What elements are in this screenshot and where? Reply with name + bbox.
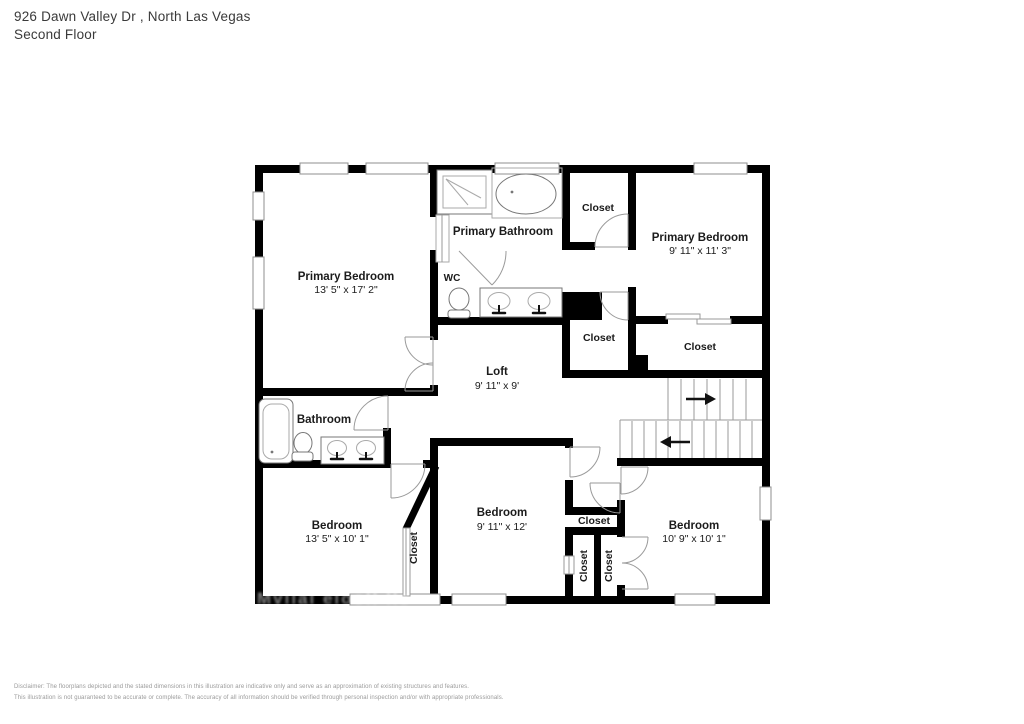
room-label-bedroom-middle: Bedroom [476, 507, 528, 519]
room-dims-bedroom-left: 13' 5" x 10' 1" [305, 533, 369, 545]
middle-closet-door [600, 292, 628, 320]
disclaimer-line-1: Disclaimer: The floorplans depicted and the stated dimensions in this illustration are indicative only and serve as an approximation of existing structures and features. [14, 684, 470, 690]
room-label-closet-middle: Closet [582, 332, 616, 344]
double-door-primary-bedroom [405, 337, 433, 391]
watermark: Mvllal elooll lls [257, 589, 411, 608]
room-label-bedroom-left: Bedroom [311, 520, 363, 532]
disclaimer-line-2: This illustration is not guaranteed to be accurate or complete. The accuracy of all information should be verified through personal inspection and/or with appropriate professionals. [14, 695, 504, 701]
room-dims-bedroom-middle: 9' 11" x 12' [476, 521, 528, 533]
stairs-up-arrow-icon [686, 393, 716, 405]
toilet2-icon [292, 433, 313, 462]
room-label-closet-narrow-left: Closet [578, 549, 590, 583]
stairs [620, 378, 762, 458]
room-label-loft: Loft [486, 366, 508, 378]
room-label-primary-bathroom: Primary Bathroom [452, 226, 554, 238]
room-dims-primary-bedroom-left: 13' 5" x 17' 2" [314, 284, 378, 296]
bedroom-right-closet-bifold [622, 537, 648, 589]
double-vanity-fixture [480, 288, 562, 317]
room-label-closet-right: Closet [683, 341, 717, 353]
primary-bathroom-opening [436, 215, 449, 262]
bedroom-middle-door [570, 447, 600, 477]
bedroom-right-door [621, 467, 648, 494]
wc-door [459, 251, 506, 285]
bathtub-fixture [259, 399, 293, 463]
top-closet-door [595, 214, 628, 247]
room-label-bedroom-right: Bedroom [668, 520, 720, 532]
bathtub-oval-fixture [492, 168, 562, 218]
shower-fixture [437, 170, 492, 214]
page-title-floor: Second Floor [14, 27, 97, 42]
room-label-closet-bedroom-left: Closet [408, 531, 420, 565]
room-label-closet-top: Closet [581, 202, 615, 214]
room-label-primary-bedroom-left: Primary Bedroom [297, 271, 395, 283]
room-dims-loft: 9' 11" x 9' [474, 380, 520, 392]
narrow-closet-slider [564, 556, 574, 574]
room-label-primary-bedroom-right: Primary Bedroom [651, 232, 749, 244]
room-label-bathroom: Bathroom [296, 414, 352, 426]
room-label-closet-hall: Closet [577, 515, 611, 527]
room-dims-primary-bedroom-right: 9' 11" x 11' 3" [669, 245, 731, 257]
room-label-closet-narrow-right: Closet [603, 549, 615, 583]
page-title-address: 926 Dawn Valley Dr , North Las Vegas [14, 9, 251, 24]
bathroom-door [354, 396, 388, 430]
stairs-down-arrow-icon [660, 436, 690, 448]
toilet-icon [448, 288, 470, 318]
room-label-wc: WC [443, 273, 461, 284]
double-vanity2-fixture [321, 437, 384, 464]
room-dims-bedroom-right: 10' 9" x 10' 1" [662, 533, 726, 545]
right-closet-sliding-door [666, 314, 731, 324]
